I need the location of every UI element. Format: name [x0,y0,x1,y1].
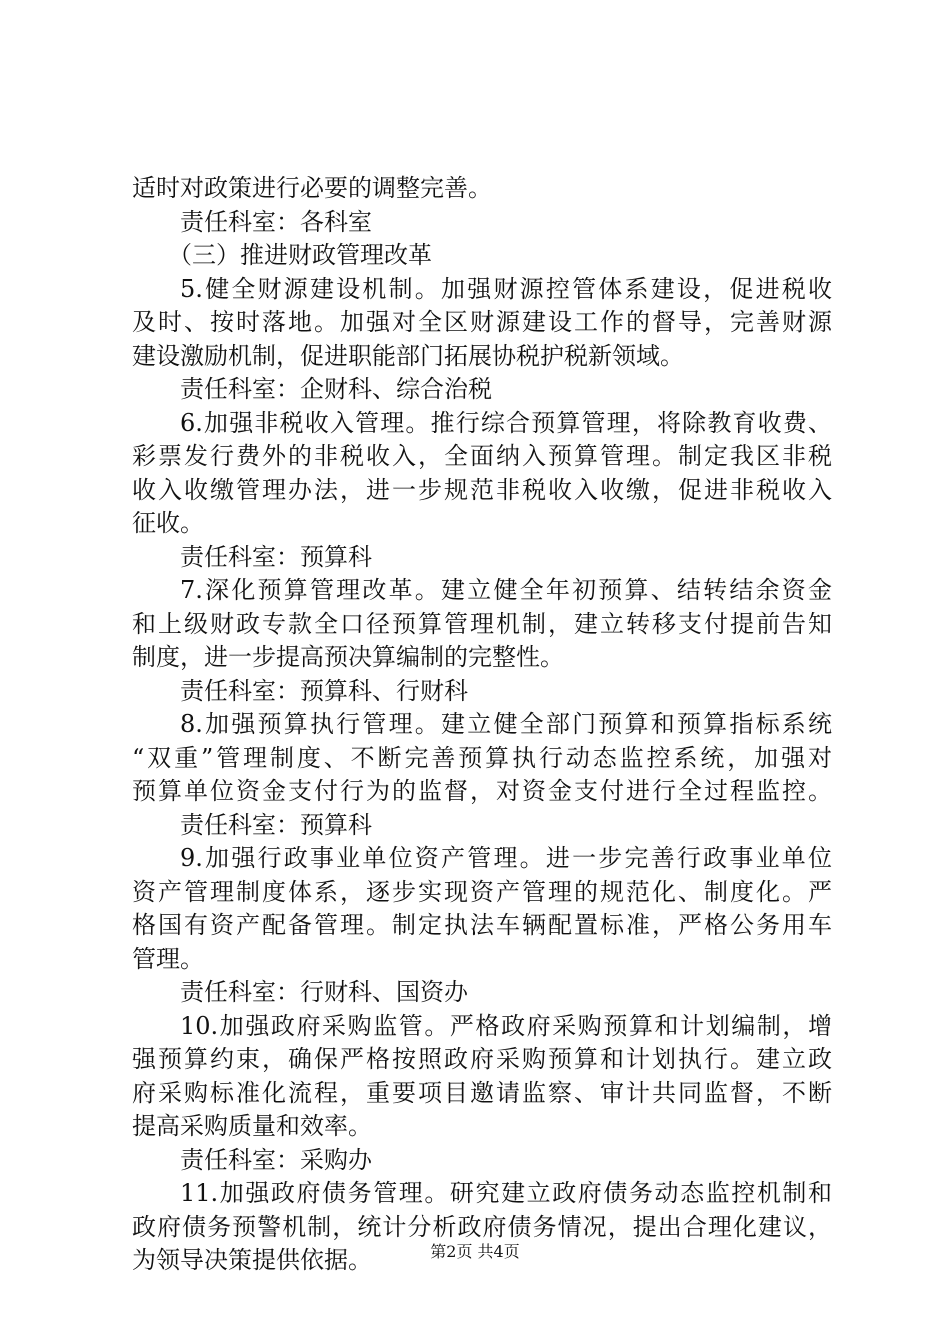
responsible-dept-line: 责任科室：企财科、综合治税 [180,375,492,403]
text-line: 5.健全财源建设机制。加强财源控管体系建设，促进税收 [180,274,832,303]
responsible-dept-line: 责任科室：预算科 [180,810,372,839]
text-line: 适时对政策进行必要的调整完善。 [132,174,492,202]
text-line: 为领导决策提供依据。 [132,1246,372,1274]
text-line: 7.深化预算管理改革。建立健全年初预算、结转结余资金 [180,576,832,604]
text-line: 管理。 [132,944,204,973]
text-line: 预算单位资金支付行为的监督，对资金支付进行全过程监控。 [132,777,832,805]
responsible-dept-line: 责任科室：各科室 [180,207,372,236]
page-footer: 第2页 共4页 [430,1242,520,1261]
text-line: 彩票发行费外的非税收入，全面纳入预算管理。制定我区非税 [132,442,832,470]
responsible-dept-line: 责任科室：预算科、行财科 [180,676,468,705]
text-line: “双重”管理制度、不断完善预算执行动态监控系统，加强对 [132,743,832,772]
responsible-dept-line: 责任科室：采购办 [180,1145,372,1174]
text-line: 资产管理制度体系，逐步实现资产管理的规范化、制度化。严 [132,877,832,906]
text-line: 10.加强政府采购监管。严格政府采购预算和计划编制，增 [180,1011,832,1040]
text-line: 收入收缴管理办法，进一步规范非税收入收缴，促进非税收入 [132,475,832,504]
text-line: 和上级财政专款全口径预算管理机制，建立转移支付提前告知 [132,609,832,638]
text-line: 府采购标准化流程，重要项目邀请监察、审计共同监督，不断 [132,1078,832,1107]
body-text [132,172,832,1278]
text-line: 征收。 [132,509,204,537]
text-line: 政府债务预警机制，统计分析政府债务情况，提出合理化建议， [132,1212,832,1241]
text-line: 格国有资产配备管理。制定执法车辆配置标准，严格公务用车 [132,911,832,939]
text-line: 及时、按时落地。加强对全区财源建设工作的督导，完善财源 [132,308,832,336]
text-line: 强预算约束，确保严格按照政府采购预算和计划执行。建立政 [132,1045,832,1073]
text-line: 6.加强非税收入管理。推行综合预算管理，将除教育收费、 [180,408,832,437]
text-line: 8.加强预算执行管理。建立健全部门预算和预算指标系统 [180,710,832,738]
section-heading: （三）推进财政管理改革 [168,241,432,269]
text-line: 建设激励机制，促进职能部门拓展协税护税新领域。 [132,341,684,370]
text-line: 9.加强行政事业单位资产管理。进一步完善行政事业单位 [180,844,832,872]
responsible-dept-line: 责任科室：行财科、国资办 [180,978,468,1006]
text-line: 11.加强政府债务管理。研究建立政府债务动态监控机制和 [180,1179,832,1207]
responsible-dept-line: 责任科室：预算科 [180,542,372,571]
text-line: 提高采购质量和效率。 [132,1112,372,1140]
text-line: 制度，进一步提高预决算编制的完整性。 [132,643,564,671]
